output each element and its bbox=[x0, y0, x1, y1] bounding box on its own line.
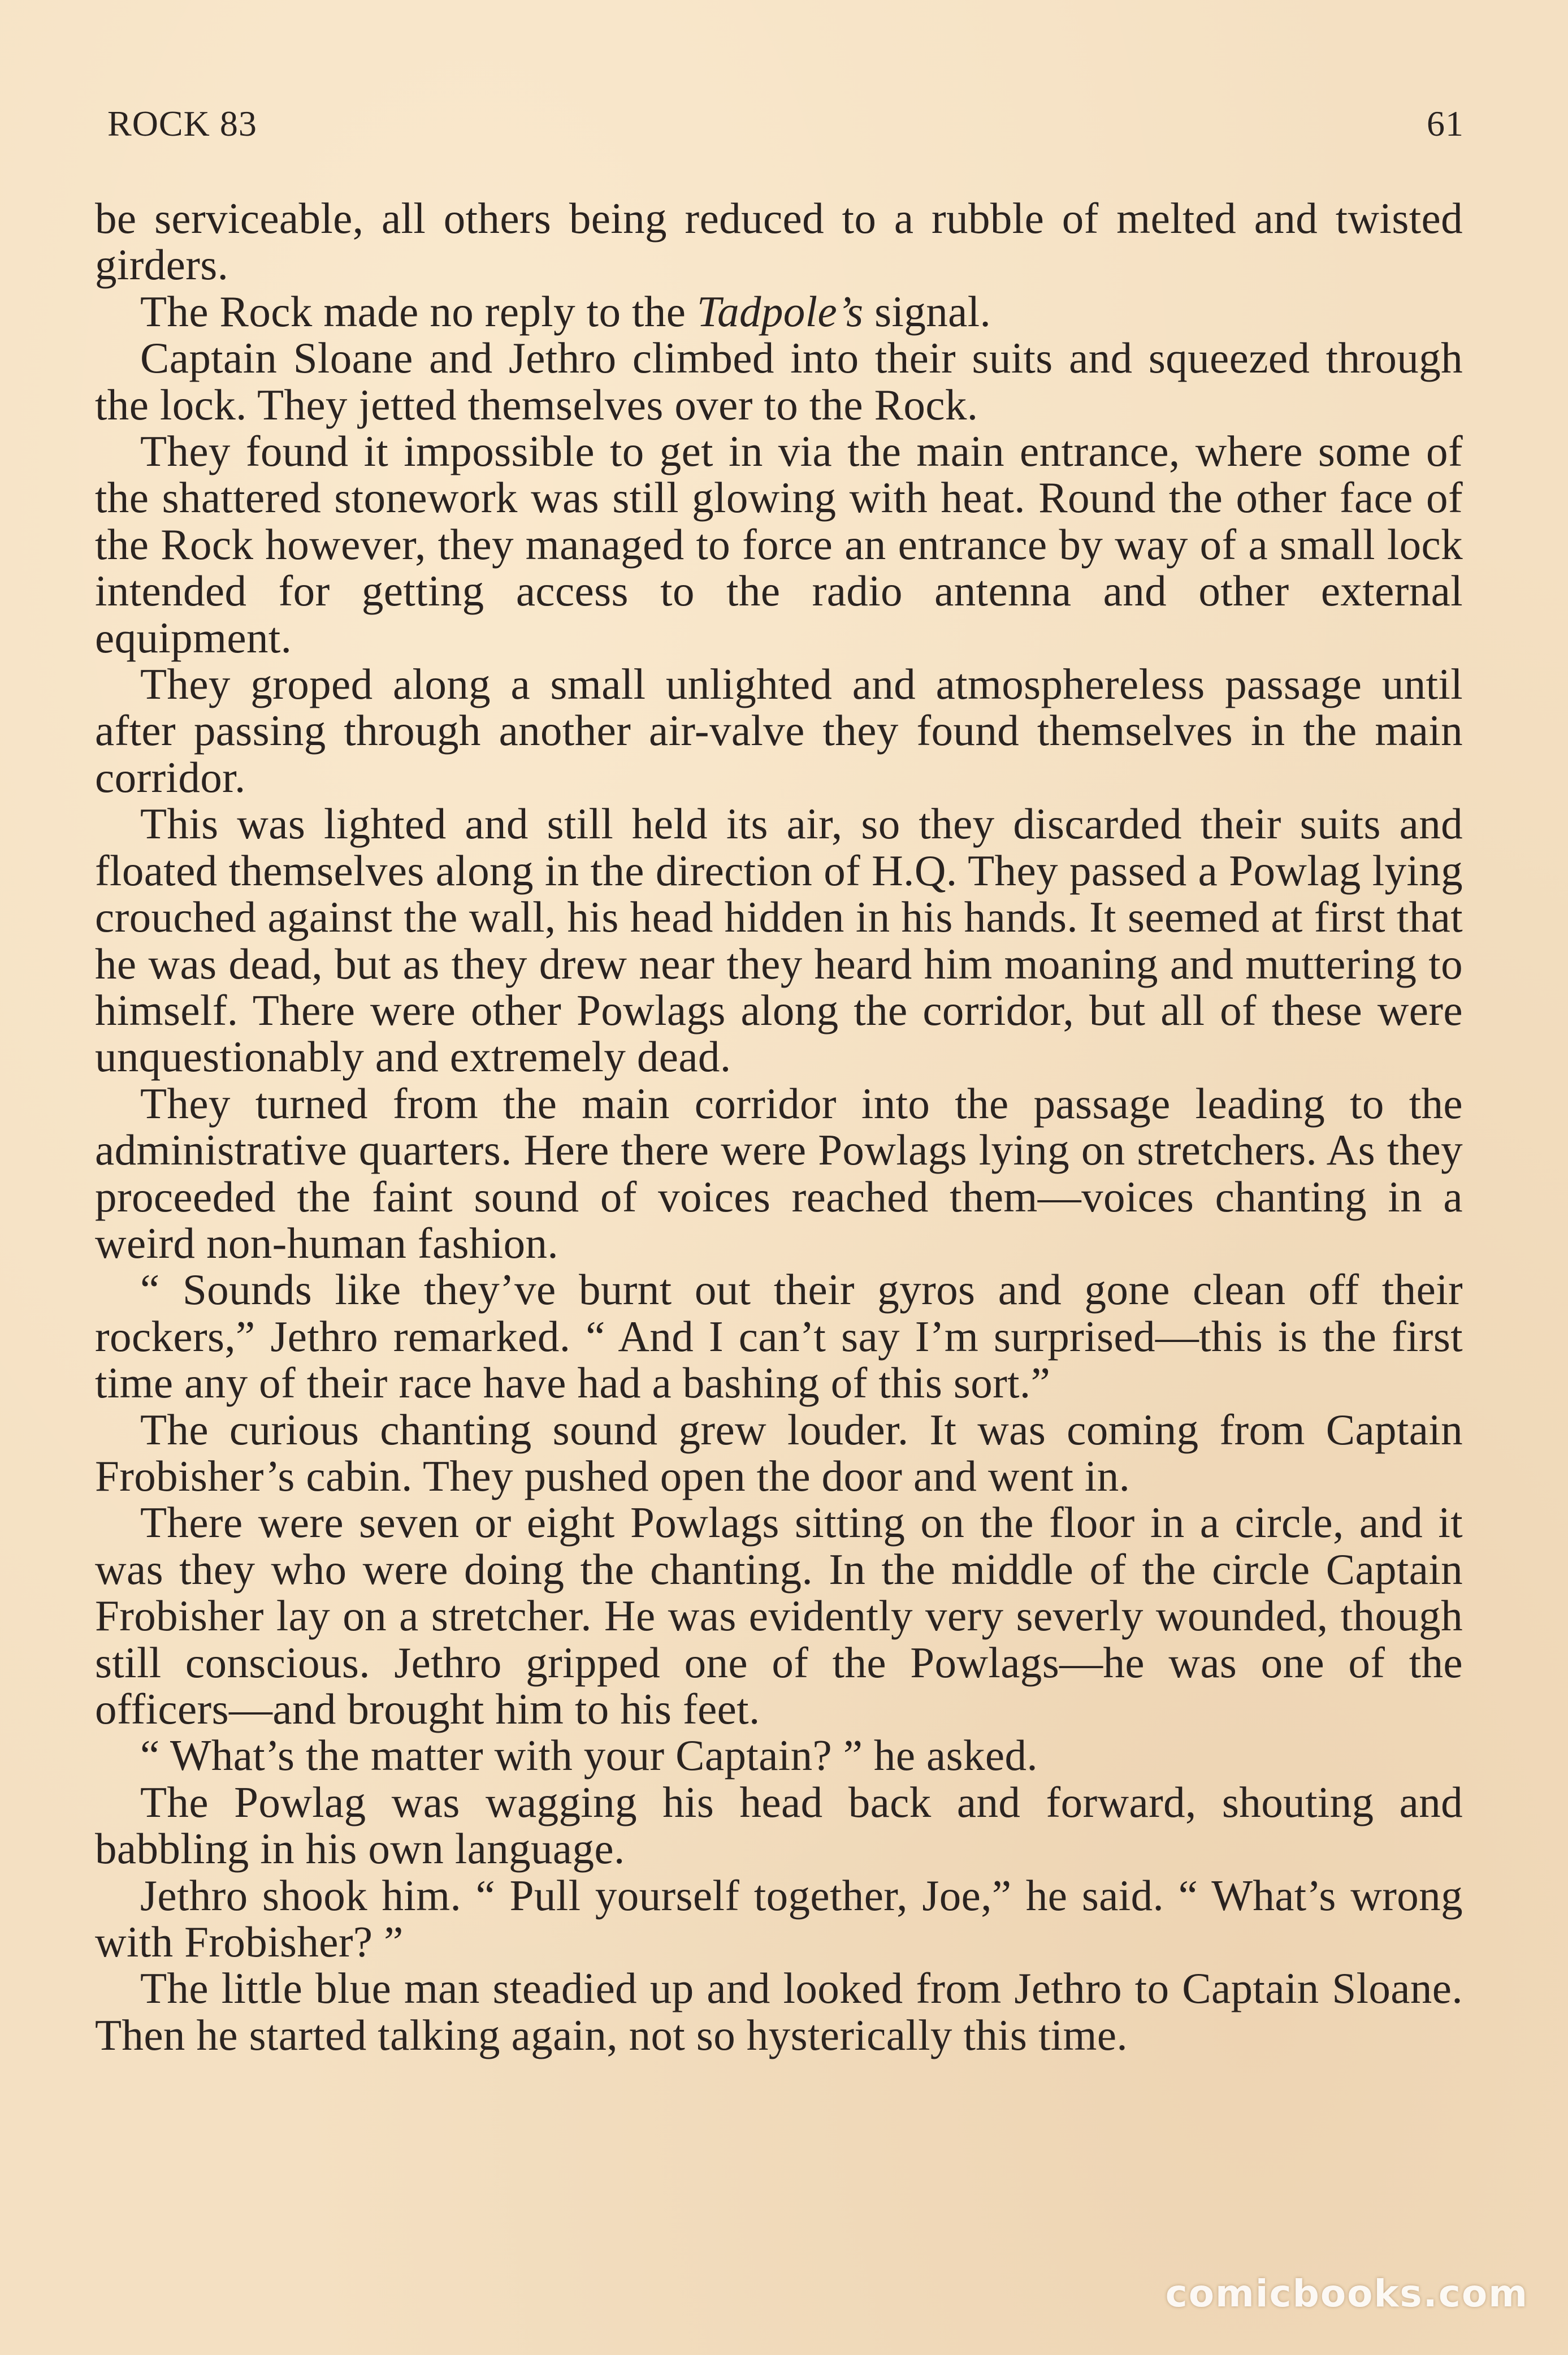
paragraph-text-after: signal. bbox=[863, 287, 991, 336]
paragraph-14 bbox=[95, 1965, 1463, 2058]
paragraph-text: “ What’s the matter with your Captain? ” he asked. bbox=[140, 1731, 1038, 1780]
paragraph-text: They found it impossible to get in via the main entrance, where some of the shattered stonework was still glowing with heat. Round the other face of the Rock however, they managed to force an entrance by way of a small lock intended for getting access to the radio antenna and other external equipment. bbox=[95, 427, 1463, 662]
paragraph-text: be serviceable, all others being reduced to a rubble of melted and twisted girders. bbox=[95, 194, 1463, 289]
paragraph-text: The Powlag was wagging his head back and forward, shouting and babbling in his own language. bbox=[95, 1777, 1463, 1873]
paragraph-13 bbox=[95, 1872, 1463, 1966]
paragraph-5 bbox=[95, 661, 1463, 800]
paragraph-10 bbox=[95, 1499, 1463, 1732]
paragraph-text: There were seven or eight Powlags sitting on the floor in a circle, and it was they who were doing the chanting. In the middle of the circle Captain Frobisher lay on a stretcher. He was evidently very severly wounded, though still conscious. Jethro gripped one of the Powlags—he was one of the officers—and brought him to his feet. bbox=[95, 1498, 1463, 1733]
paragraph-text: The curious chanting sound grew louder. It was coming from Captain Frobisher’s cabin. They pushed open the door and went in. bbox=[95, 1405, 1463, 1500]
watermark: comicbooks.com bbox=[1165, 2272, 1528, 2315]
paragraph-2 bbox=[95, 288, 1463, 335]
paragraph-text: The little blue man steadied up and looked from Jethro to Captain Sloane. Then he started talking again, not so hysterically this time. bbox=[95, 1964, 1463, 2059]
paragraph-text-before: The Rock made no reply to the bbox=[140, 287, 697, 336]
paragraph-text: Jethro shook him. “ Pull yourself together, Joe,” he said. “ What’s wrong with Frobisher? ” bbox=[95, 1871, 1463, 1967]
paragraph-text: They turned from the main corridor into the passage leading to the administrative quarters. Here there were Powlags lying on stretchers. As they proceeded the faint sound of voices reached them—voices chanting in a weird non-human fashion. bbox=[95, 1079, 1463, 1267]
ship-name-italic: Tadpole’s bbox=[696, 287, 864, 336]
paragraph-text: Captain Sloane and Jethro climbed into their suits and squeezed through the lock. They jetted themselves over to the Rock. bbox=[95, 334, 1463, 429]
paragraph-12 bbox=[95, 1779, 1463, 1872]
paragraph-9 bbox=[95, 1406, 1463, 1500]
paragraph-text: They groped along a small unlighted and atmosphereless passage until after passing through another air-valve they found themselves in the main corridor. bbox=[95, 660, 1463, 802]
paragraph-text: “ Sounds like they’ve burnt out their gyros and gone clean off their rockers,” Jethro remarked. “ And I can’t say I’m surprised—this is the first time any of their race have had a bashing of this sort.” bbox=[95, 1265, 1463, 1408]
page-number: 61 bbox=[1427, 103, 1464, 144]
paragraph-8 bbox=[95, 1266, 1463, 1406]
paragraph-4 bbox=[95, 428, 1463, 661]
body-text bbox=[95, 195, 1463, 2058]
paragraph-text: This was lighted and still held its air, so they discarded their suits and floated themselves along in the direction of H.Q. They passed a Powlag lying crouched against the wall, his head hidden in his hands. It seemed at first that he was dead, but as they drew near they heard him moaning and muttering to himself. There were other Powlags along the corridor, but all of these were unquestionably and extremely dead. bbox=[95, 799, 1463, 1081]
paragraph-3 bbox=[95, 335, 1463, 428]
paragraph-1 bbox=[95, 195, 1463, 288]
running-head bbox=[107, 103, 1464, 154]
paragraph-11 bbox=[95, 1732, 1463, 1778]
paragraph-7 bbox=[95, 1080, 1463, 1267]
paragraph-6 bbox=[95, 800, 1463, 1080]
running-title: ROCK 83 bbox=[107, 103, 257, 144]
